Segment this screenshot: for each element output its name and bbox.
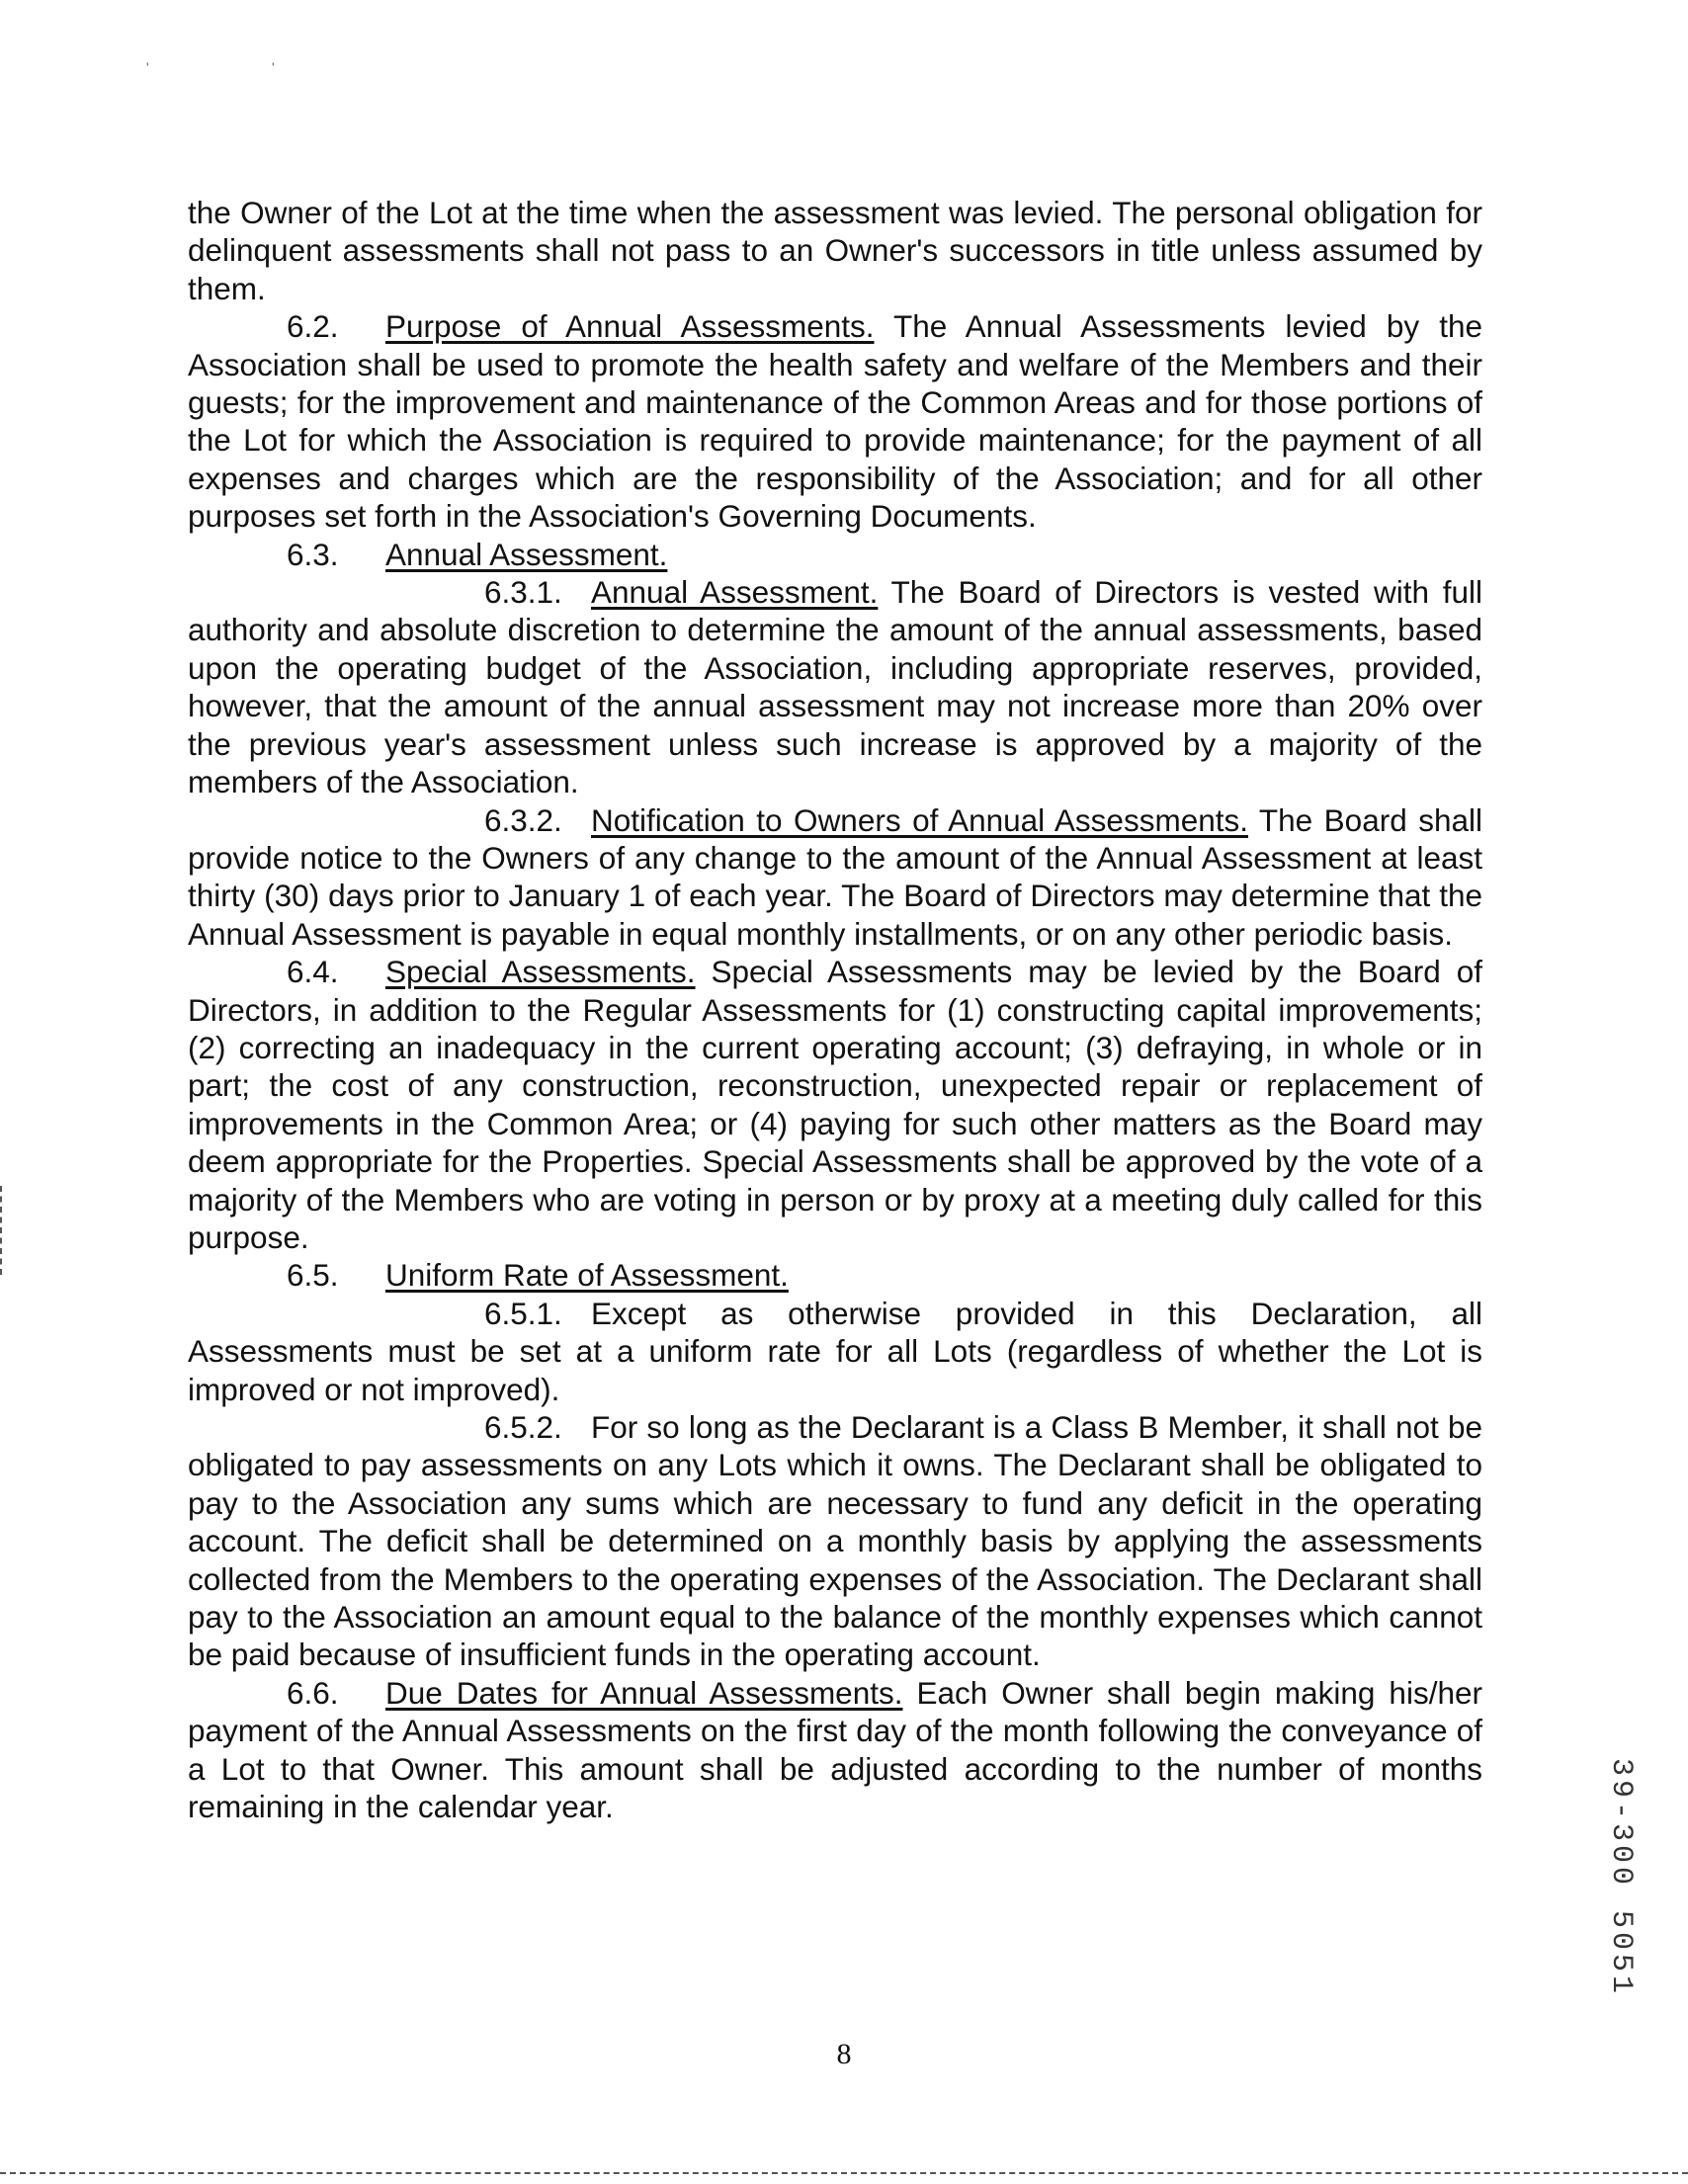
section-text: The Annual Assessments levied by the Association shall be used to promote the health safety and welfare of the Members and their guests; for the improvement and maintenance of the Common Areas and for those portions of the Lot for which the Association is required to provide maintenance; for the payment of all expenses and charges which are the responsibility of the Association; and for all other purposes set forth in the Association's Governing Documents. (188, 308, 1482, 535)
scan-edge-mark (0, 1186, 6, 1275)
section-number: 6.5.2. (484, 1409, 562, 1445)
section-number: 6.3.1. (484, 574, 562, 611)
section-text: The Board shall provide notice to the Owners of any change to the amount of the Annual Assessment at least thirty (30) days prior to January 1 of each year. The Board of Directors may determine that the Annual Assessment is payable in equal monthly installments, or on any other periodic basis. (188, 801, 1482, 952)
section-6-4 (188, 953, 1482, 1256)
section-6-3-2 (188, 801, 1482, 954)
paragraph-continuation: the Owner of the Lot at the time when the assessment was levied. The personal obligation for delinquent assessments shall not pass to an Owner's successors in title unless assumed by them. (188, 195, 1482, 306)
section-number: 6.3. (287, 536, 339, 572)
section-heading: Uniform Rate of Assessment. (385, 1257, 789, 1294)
page-number: 8 (836, 2038, 852, 2070)
section-text: Special Assessments may be levied by the Board of Directors, in addition to the Regular Assessments for (1) constructing capital improvements; (2) correcting an inadequacy in the current operating account; (3) defraying, in whole or in part; the cost of any construction, reconstruction, unexpected repair or replacement of improvements in the Common Area; or (4) paying for such other matters as the Board may deem appropriate for the Properties. Special Assessments shall be approved by the vote of a majority of the Members who are voting in person or by proxy at a meeting duly called for this purpose. (188, 954, 1482, 1255)
section-heading: Purpose of Annual Assessments. (385, 308, 875, 345)
scan-bottom-border (0, 2172, 1688, 2174)
section-6-5-1 (188, 1295, 1482, 1408)
section-6-2 (188, 307, 1482, 535)
section-heading: Notification to Owners of Annual Assessments. (591, 801, 1248, 838)
section-heading: Special Assessments. (385, 954, 696, 990)
section-number: 6.3.2. (484, 801, 562, 838)
section-number: 6.6. (287, 1674, 339, 1711)
section-6-6 (188, 1674, 1482, 1826)
scan-speck: ' (272, 59, 275, 75)
section-6-5-2 (188, 1408, 1482, 1674)
section-6-3 (188, 536, 1482, 573)
section-text: For so long as the Declarant is a Class B Member, it shall not be obligated to pay assessments on any Lots which it owns. The Declarant shall be obligated to pay to the Association any sums which are necessary to fund any deficit in the operating account. The deficit shall be determined on a monthly basis by applying the assessments collected from the Members to the operating expenses of the Association. The Declarant shall pay to the Association an amount equal to the balance of the monthly expenses which cannot be paid because of insufficient funds in the operating account. (188, 1409, 1482, 1673)
section-6-3-1 (188, 573, 1482, 800)
recording-stamp: 39-300 5051 (1604, 1757, 1638, 1998)
section-text: The Board of Directors is vested with full authority and absolute discretion to determine the amount of the annual assessments, based upon the operating budget of the Association, including appropriate reserves, provided, however, that the amount of the annual assessment may not increase more than 20% over the previous year's assessment unless such increase is approved by a majority of the members of the Association. (188, 574, 1482, 800)
section-text: Each Owner shall begin making his/her payment of the Annual Assessments on the first day of the month following the conveyance of a Lot to that Owner. This amount shall be adjusted according to the number of months remaining in the calendar year. (188, 1674, 1482, 1825)
section-heading: Annual Assessment. (591, 574, 879, 611)
section-number: 6.2. (287, 308, 339, 345)
section-number: 6.4. (287, 954, 339, 990)
section-number: 6.5. (287, 1257, 339, 1294)
section-heading: Annual Assessment. (385, 536, 668, 572)
document-body (188, 194, 1482, 1825)
scan-speck: ' (146, 59, 149, 75)
section-heading: Due Dates for Annual Assessments. (385, 1674, 903, 1711)
section-text: Except as otherwise provided in this Declaration, all Assessments must be set at a uniform rate for all Lots (regardless of whether the Lot is improved or not improved). (188, 1295, 1482, 1407)
section-6-5 (188, 1256, 1482, 1294)
section-number: 6.5.1. (484, 1295, 562, 1331)
